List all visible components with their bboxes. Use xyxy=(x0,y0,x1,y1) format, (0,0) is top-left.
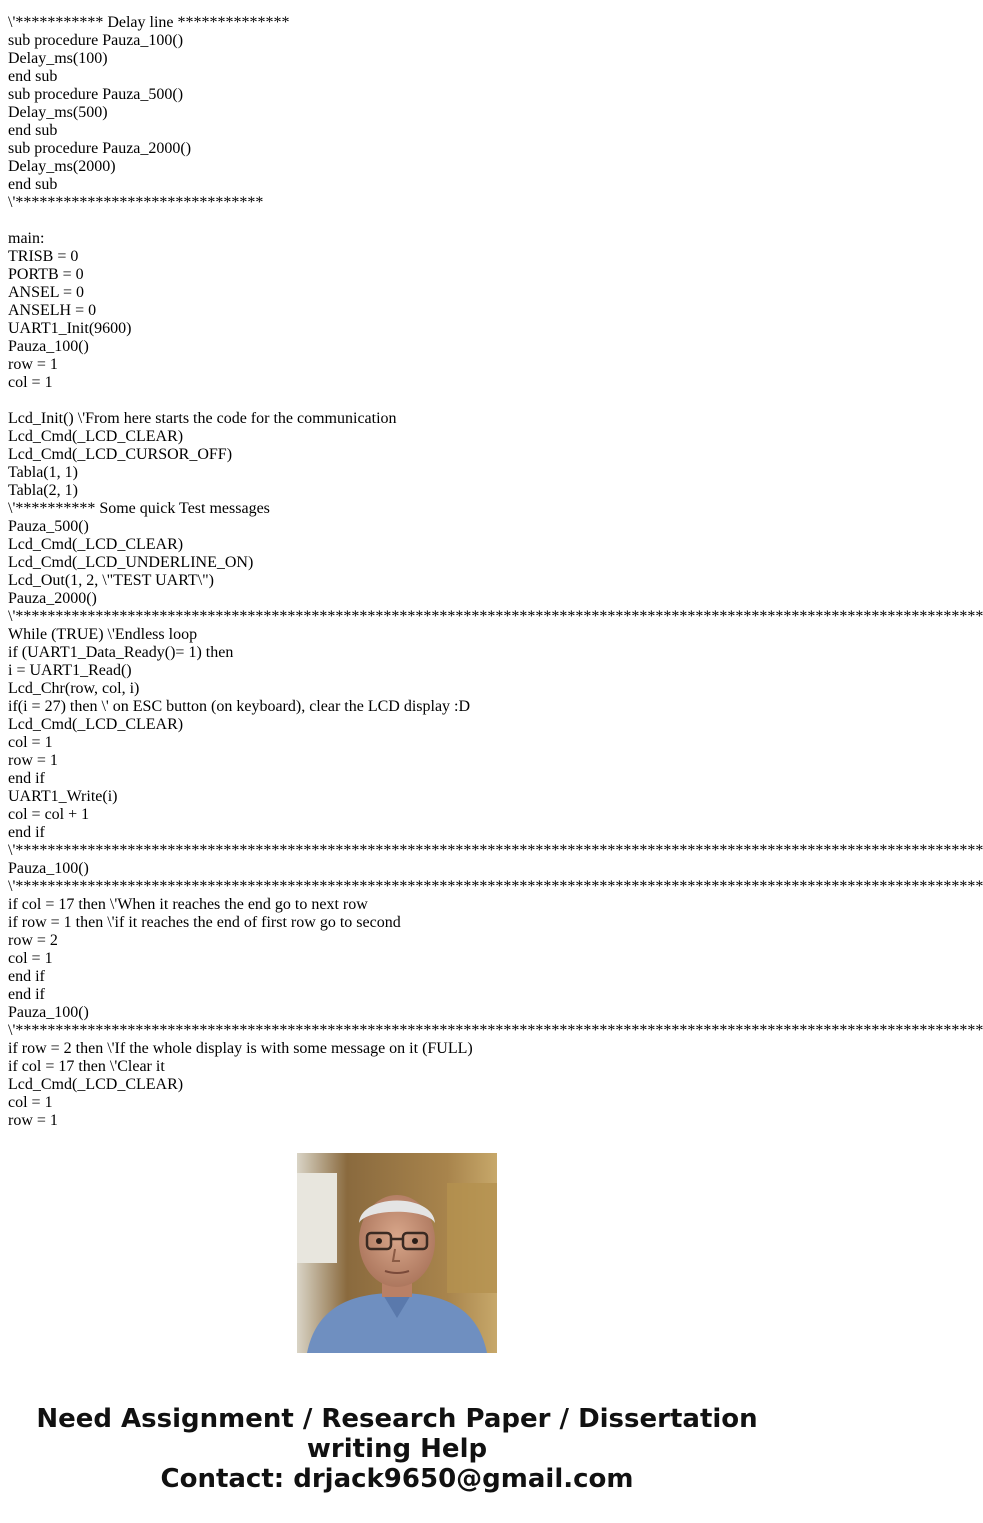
code-line: Lcd_Cmd(_LCD_CURSOR_OFF) xyxy=(8,446,233,463)
code-line: Pauza_2000() xyxy=(8,590,97,607)
code-line: Tabla(2, 1) xyxy=(8,482,78,499)
contact-banner xyxy=(0,1404,794,1494)
code-line: Pauza_100() xyxy=(8,338,89,355)
code-line: Lcd_Cmd(_LCD_UNDERLINE_ON) xyxy=(8,554,254,571)
code-line: TRISB = 0 xyxy=(8,248,79,265)
code-line: Pauza_100() xyxy=(8,860,89,877)
code-line: Lcd_Out(1, 2, \"TEST UART\") xyxy=(8,572,215,589)
code-line: sub procedure Pauza_500() xyxy=(8,86,184,103)
code-line: \'************************************************************************************************************************* xyxy=(8,842,983,859)
code-line: PORTB = 0 xyxy=(8,266,84,283)
code-line: if row = 1 then \'if it reaches the end of first row go to second xyxy=(8,914,401,931)
code-line: Lcd_Init() \'From here starts the code for the communication xyxy=(8,410,397,427)
code-line xyxy=(8,392,983,410)
code-line: col = 1 xyxy=(8,734,53,751)
code-lines xyxy=(8,14,983,1130)
code-line: UART1_Write(i) xyxy=(8,788,118,805)
code-line: end if xyxy=(8,770,45,787)
code-line: end sub xyxy=(8,122,58,139)
code-line: col = 1 xyxy=(8,374,53,391)
code-line: Delay_ms(500) xyxy=(8,104,108,121)
code-line: main: xyxy=(8,230,45,247)
presenter-avatar xyxy=(297,1153,497,1353)
code-line: end if xyxy=(8,986,45,1003)
code-line: While (TRUE) \'Endless loop xyxy=(8,626,198,643)
code-line: Delay_ms(100) xyxy=(8,50,108,67)
code-line: end if xyxy=(8,824,45,841)
code-line: row = 2 xyxy=(8,932,58,949)
code-line: sub procedure Pauza_2000() xyxy=(8,140,192,157)
code-line: Lcd_Cmd(_LCD_CLEAR) xyxy=(8,536,184,553)
code-line: ANSEL = 0 xyxy=(8,284,84,301)
code-line: \'************************************************************************************************************************* xyxy=(8,608,983,625)
code-line: if col = 17 then \'When it reaches the end go to next row xyxy=(8,896,368,913)
code-line: col = 1 xyxy=(8,950,53,967)
code-line: end sub xyxy=(8,176,58,193)
code-line: end sub xyxy=(8,68,58,85)
code-line: UART1_Init(9600) xyxy=(8,320,132,337)
code-line: row = 1 xyxy=(8,752,58,769)
code-line: end if xyxy=(8,968,45,985)
code-line: if(i = 27) then \' on ESC button (on keyboard), clear the LCD display :D xyxy=(8,698,471,715)
code-line: Lcd_Cmd(_LCD_CLEAR) xyxy=(8,428,184,445)
code-line: Lcd_Cmd(_LCD_CLEAR) xyxy=(8,1076,184,1093)
banner-contact-line: Contact: drjack9650@gmail.com xyxy=(160,1464,634,1494)
code-line: Tabla(1, 1) xyxy=(8,464,78,481)
code-line: row = 1 xyxy=(8,356,58,373)
code-line: \'************************************************************************************************************************* xyxy=(8,878,983,895)
code-line: Lcd_Cmd(_LCD_CLEAR) xyxy=(8,716,184,733)
code-line: col = col + 1 xyxy=(8,806,90,823)
code-line: \'************************************************************************************************************************* xyxy=(8,1022,983,1039)
code-line: if (UART1_Data_Ready()= 1) then xyxy=(8,644,234,661)
code-line xyxy=(8,212,983,230)
code-line: ANSELH = 0 xyxy=(8,302,97,319)
presenter-photo-icon xyxy=(297,1153,497,1353)
code-line: Delay_ms(2000) xyxy=(8,158,116,175)
code-line: row = 1 xyxy=(8,1112,58,1129)
code-line: sub procedure Pauza_100() xyxy=(8,32,184,49)
code-line: Lcd_Chr(row, col, i) xyxy=(8,680,140,697)
code-line: Pauza_100() xyxy=(8,1004,89,1021)
code-line: i = UART1_Read() xyxy=(8,662,132,679)
code-line: \'******************************* xyxy=(8,194,264,211)
banner-line-1: Need Assignment / Research Paper / Dissertation xyxy=(36,1404,758,1434)
code-line: if col = 17 then \'Clear it xyxy=(8,1058,165,1075)
code-line: \'********** Some quick Test messages xyxy=(8,500,270,517)
code-line: if row = 2 then \'If the whole display is with some message on it (FULL) xyxy=(8,1040,473,1057)
code-line: Pauza_500() xyxy=(8,518,89,535)
code-line: col = 1 xyxy=(8,1094,53,1111)
banner-line-2: writing Help xyxy=(306,1434,488,1464)
code-line: \'*********** Delay line ************** xyxy=(8,14,290,31)
